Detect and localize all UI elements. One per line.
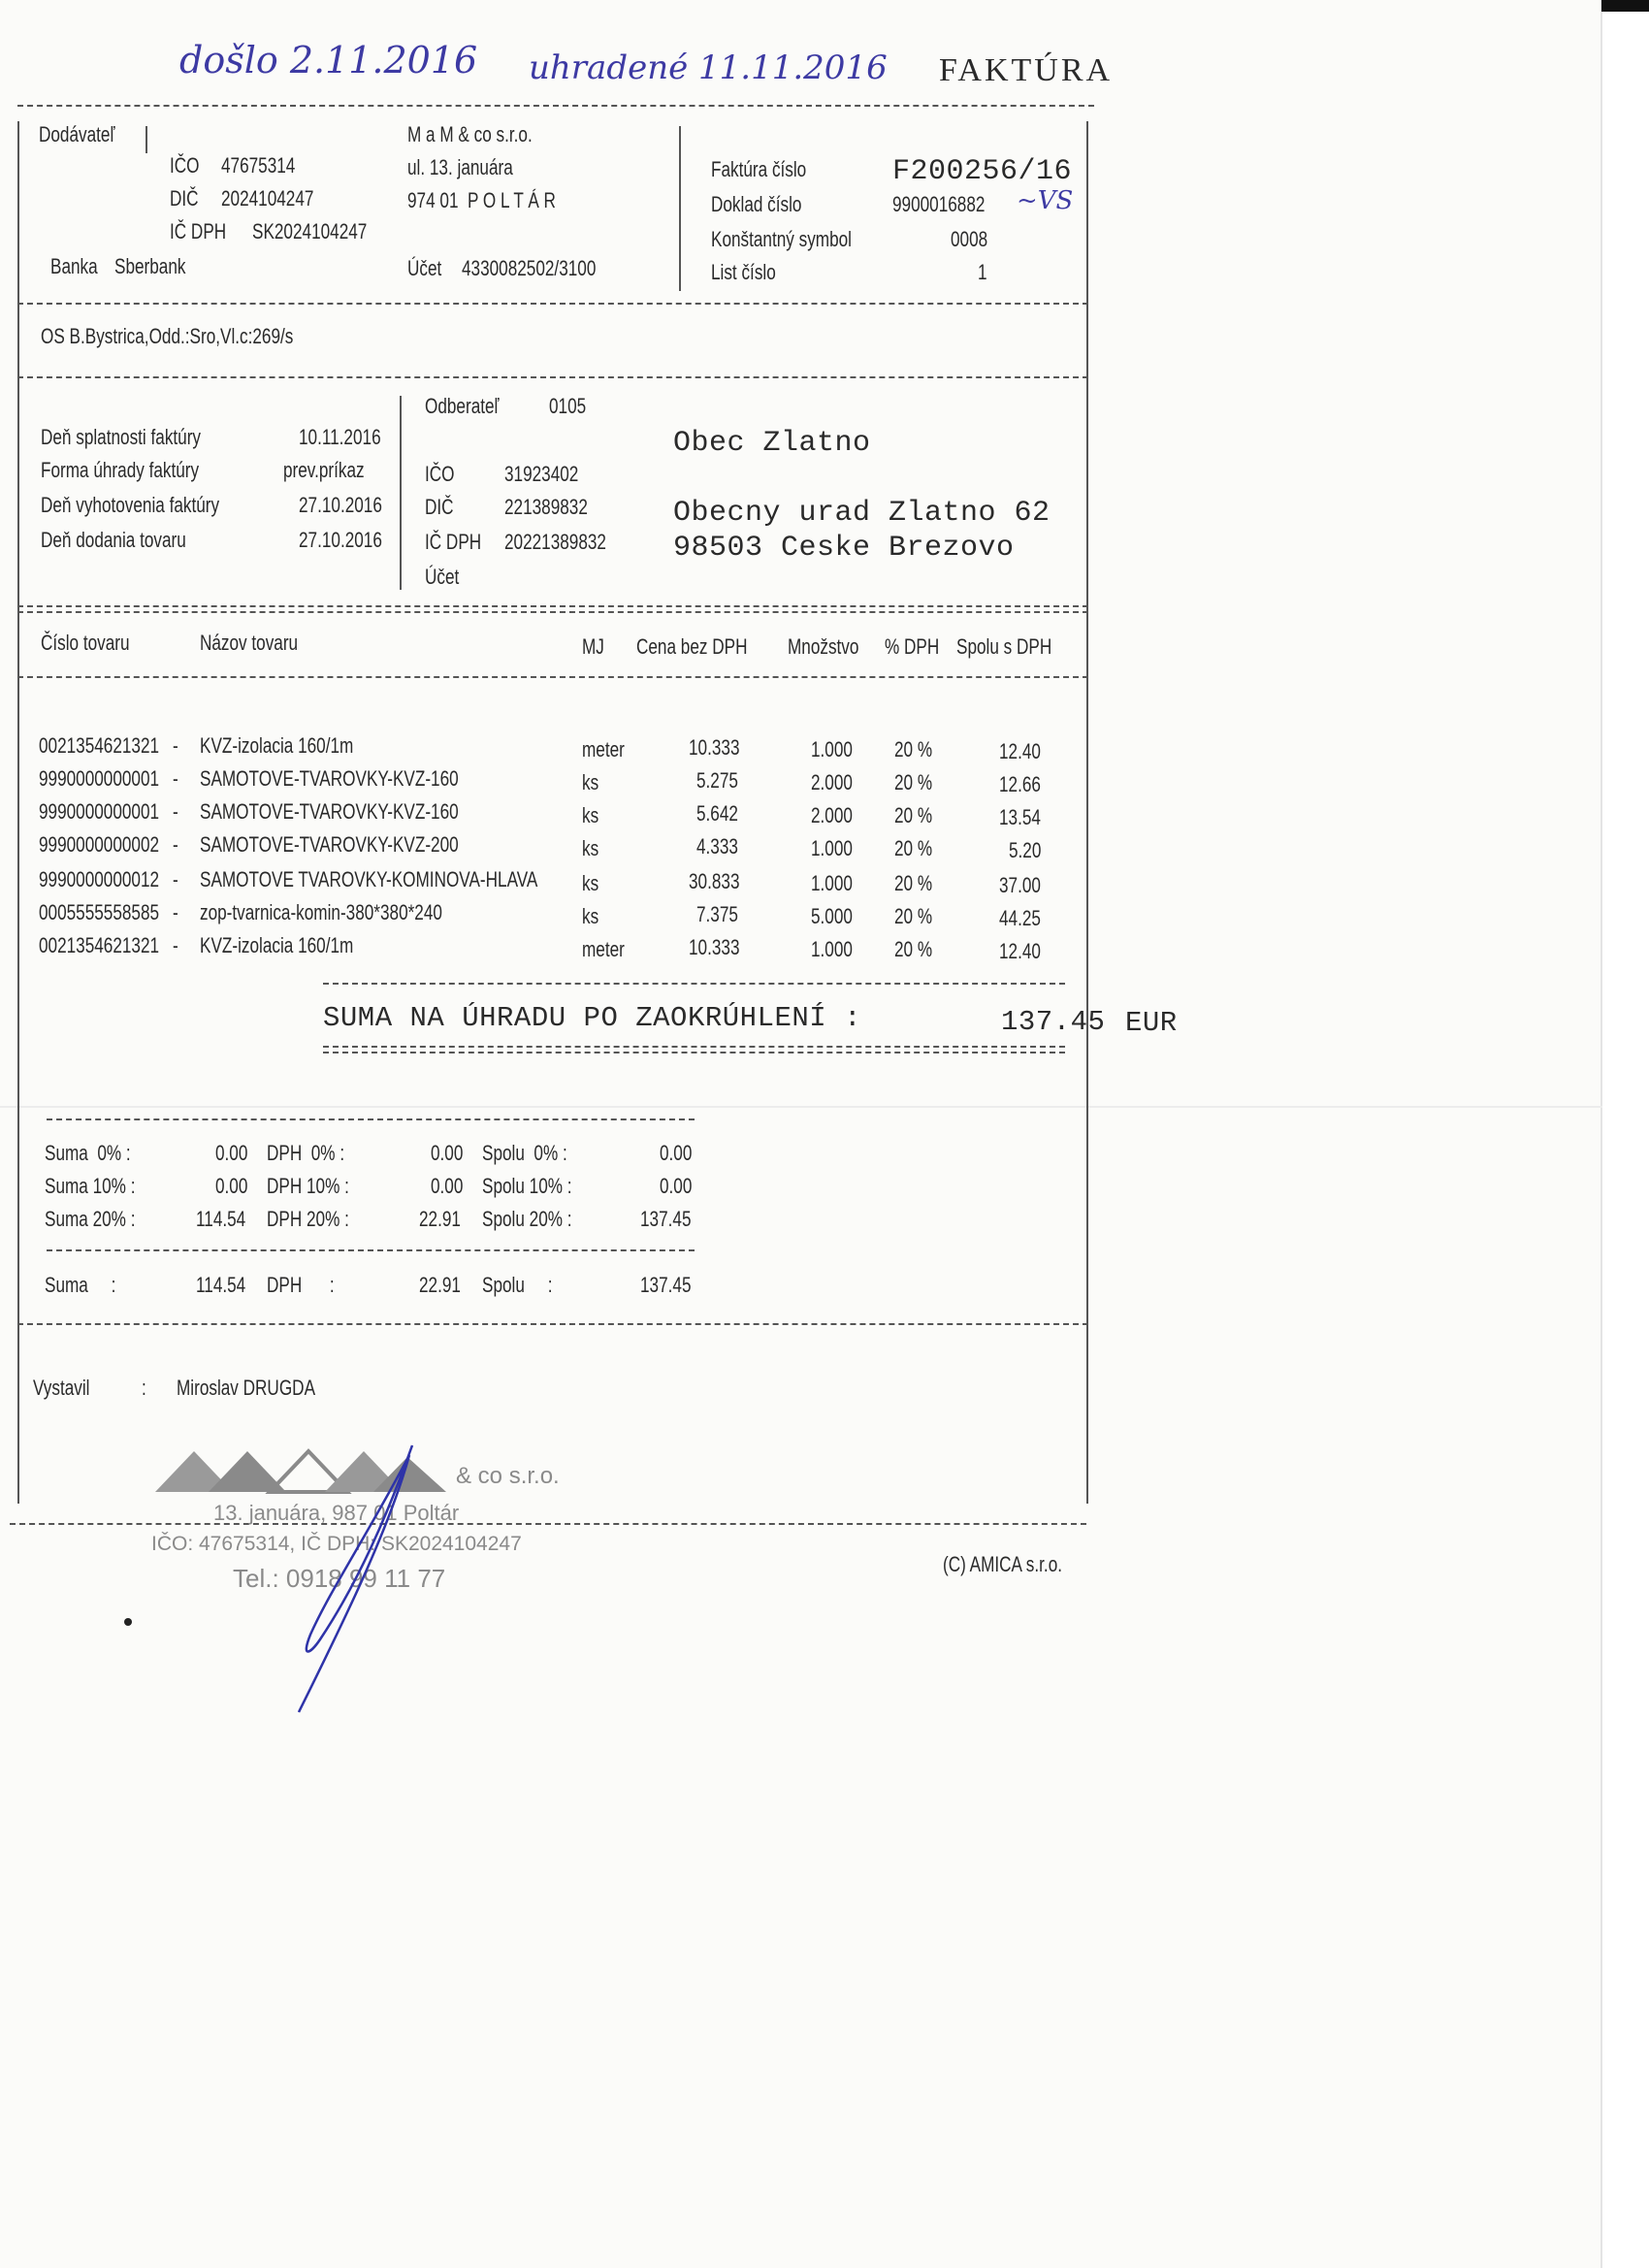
frame-right <box>1086 121 1088 1504</box>
invoice-number: F200256/16 <box>892 155 1073 188</box>
customer-name: Obec Zlatno <box>673 427 871 460</box>
rule-vat-bottom <box>17 1323 1088 1325</box>
col-code-header: Číslo tovaru <box>41 631 130 655</box>
invoice-sheet-label: List číslo <box>711 260 776 284</box>
vat-sum-0-label: Suma 0% : <box>45 1141 131 1165</box>
vat-dph-10: 0.00 <box>431 1174 464 1198</box>
rule-vat-sum <box>47 1249 695 1251</box>
total-currency: EUR <box>1125 1007 1178 1039</box>
col-unit-header: MJ <box>582 634 604 659</box>
item-vat: 20 % <box>894 836 933 860</box>
supplier-name: M a M & co s.r.o. <box>407 122 533 146</box>
scan-corner-mark <box>1601 0 1649 12</box>
customer-account-label: Účet <box>425 565 460 589</box>
supplier-label-divider <box>146 126 147 153</box>
vat-dph-0-label: DPH 0% : <box>267 1141 345 1165</box>
vat-total-10-label: Spolu 10% : <box>482 1174 572 1198</box>
item-qty: 1.000 <box>811 937 853 961</box>
supplier-account: 4330082502/3100 <box>462 256 597 280</box>
supplier-street: ul. 13. januára <box>407 155 513 179</box>
invoice-const: 0008 <box>951 227 988 251</box>
scan-edge <box>1602 0 1649 2268</box>
item-unit: meter <box>582 737 625 761</box>
item-price: 5.642 <box>696 801 738 826</box>
paper-fold <box>0 1106 1602 1108</box>
col-total-header: Spolu s DPH <box>956 634 1052 659</box>
item-price: 7.375 <box>696 902 738 926</box>
frame-bottom <box>10 1523 1086 1525</box>
frame-left <box>17 121 19 1504</box>
vat-sum-10: 0.00 <box>215 1174 248 1198</box>
item-qty: 1.000 <box>811 871 853 895</box>
signature <box>281 1436 436 1727</box>
item-qty: 2.000 <box>811 803 853 827</box>
customer-label: Odberateľ <box>425 394 500 418</box>
invoice-doc-label: Doklad číslo <box>711 192 802 216</box>
item-code: 0005555558585 <box>39 900 160 924</box>
supplier-dic: 2024104247 <box>221 186 314 211</box>
item-vat: 20 % <box>894 904 933 928</box>
item-qty: 5.000 <box>811 904 853 928</box>
item-total: 13.54 <box>999 805 1041 829</box>
supplier-city: 974 01 P O L T Á R <box>407 188 556 212</box>
stamp-address: 13. januára, 987 01 Poltár <box>213 1501 460 1525</box>
item-vat: 20 % <box>894 937 933 961</box>
date-delivery-label: Deň dodania tovaru <box>41 528 186 552</box>
total-value: 137.45 <box>1001 1006 1106 1038</box>
supplier-register: OS B.Bystrica,Odd.:Sro,Vl.c:269/s <box>41 324 294 348</box>
vat-grand-total: 137.45 <box>640 1273 692 1297</box>
issuer-sep: : <box>142 1376 146 1400</box>
item-vat: 20 % <box>894 803 933 827</box>
supplier-invoice-divider <box>679 126 681 291</box>
item-total: 12.66 <box>999 772 1041 796</box>
issuer-name: Miroslav DRUGDA <box>177 1376 316 1400</box>
rule-total-bottom <box>323 1046 1065 1053</box>
item-total: 37.00 <box>999 873 1041 897</box>
customer-ico-label: IČO <box>425 462 455 486</box>
item-vat: 20 % <box>894 770 933 794</box>
vat-grand-dph-label: DPH : <box>267 1273 335 1297</box>
stamp-phone: Tel.: 0918 99 11 77 <box>233 1564 446 1593</box>
customer-address-1: Obecny urad Zlatno 62 <box>673 497 1051 530</box>
rule-register <box>17 303 1088 305</box>
item-qty: 1.000 <box>811 836 853 860</box>
scan-edge-line <box>1600 0 1602 2268</box>
customer-ico: 31923402 <box>504 462 579 486</box>
supplier-dic-label: DIČ <box>170 186 199 211</box>
item-price: 10.333 <box>689 935 740 959</box>
vat-dph-0: 0.00 <box>431 1141 464 1165</box>
supplier-account-label: Účet <box>407 256 442 280</box>
date-delivery: 27.10.2016 <box>299 528 382 552</box>
item-name: SAMOTOVE TVAROVKY-KOMINOVA-HLAVA <box>200 867 538 891</box>
rule-items-top <box>17 605 1088 613</box>
supplier-icdph-label: IČ DPH <box>170 219 227 243</box>
total-label: SUMA NA ÚHRADU PO ZAOKRÚHLENÍ : <box>323 1002 861 1034</box>
col-vat-header: % DPH <box>885 634 940 659</box>
date-due: 10.11.2016 <box>299 425 381 449</box>
vat-dph-20: 22.91 <box>419 1207 461 1231</box>
supplier-label: Dodávateľ <box>39 122 115 146</box>
supplier-bank: Sberbank <box>114 254 186 278</box>
item-unit: ks <box>582 871 599 895</box>
item-name: zop-tvarnica-komin-380*380*240 <box>200 900 442 924</box>
stamp-company: & co s.r.o. <box>456 1463 560 1489</box>
col-qty-header: Množstvo <box>788 634 859 659</box>
issuer-label: Vystavil <box>33 1376 90 1400</box>
item-name: SAMOTOVE-TVAROVKY-KVZ-160 <box>200 766 459 791</box>
customer-icdph: 20221389832 <box>504 530 606 554</box>
vat-dph-10-label: DPH 10% : <box>267 1174 349 1198</box>
item-qty: 1.000 <box>811 737 853 761</box>
vat-sum-10-label: Suma 10% : <box>45 1174 136 1198</box>
item-price: 10.333 <box>689 735 740 760</box>
supplier-ico: 47675314 <box>221 153 296 178</box>
item-total: 5.20 <box>1009 838 1042 862</box>
invoice-sheet: 1 <box>978 260 987 284</box>
vat-grand-dph: 22.91 <box>419 1273 461 1297</box>
item-code: 0021354621321 <box>39 733 160 758</box>
rule-dates <box>17 376 1088 378</box>
item-unit: ks <box>582 770 599 794</box>
vat-sum-20: 114.54 <box>196 1207 246 1231</box>
footer-copyright: (C) AMICA s.r.o. <box>943 1552 1063 1576</box>
document-title: FAKTÚRA <box>939 52 1114 88</box>
item-total: 44.25 <box>999 906 1041 930</box>
vat-sum-20-label: Suma 20% : <box>45 1207 136 1231</box>
customer-dic-label: DIČ <box>425 495 454 519</box>
vat-total-10: 0.00 <box>660 1174 693 1198</box>
invoice-doc-note: ~VS <box>1017 186 1074 215</box>
rule-items-header <box>17 676 1088 678</box>
item-price: 30.833 <box>689 869 740 893</box>
item-code: 0021354621321 <box>39 933 160 957</box>
customer-code: 0105 <box>549 394 587 418</box>
vat-sum-0: 0.00 <box>215 1141 248 1165</box>
item-code: 9990000000001 <box>39 766 160 791</box>
item-name: KVZ-izolacia 160/1m <box>200 733 354 758</box>
item-unit: ks <box>582 836 599 860</box>
col-price-header: Cena bez DPH <box>636 634 748 659</box>
item-unit: ks <box>582 904 599 928</box>
item-vat: 20 % <box>894 737 933 761</box>
col-name-header: Názov tovaru <box>200 631 299 655</box>
vat-total-0: 0.00 <box>660 1141 693 1165</box>
item-unit: ks <box>582 803 599 827</box>
item-code: 9990000000001 <box>39 799 160 824</box>
supplier-icdph: SK2024104247 <box>252 219 368 243</box>
item-vat: 20 % <box>894 871 933 895</box>
date-issued: 27.10.2016 <box>299 493 382 517</box>
item-unit: meter <box>582 937 625 961</box>
invoice-doc: 9900016882 <box>892 192 986 216</box>
item-qty: 2.000 <box>811 770 853 794</box>
ink-dot <box>124 1618 132 1626</box>
item-code: 9990000000002 <box>39 832 160 857</box>
supplier-bank-label: Banka <box>50 254 98 278</box>
rule-vat-top <box>47 1118 695 1120</box>
vat-total-20-label: Spolu 20% : <box>482 1207 572 1231</box>
item-name: KVZ-izolacia 160/1m <box>200 933 354 957</box>
date-due-label: Deň splatnosti faktúry <box>41 425 202 449</box>
vat-dph-20-label: DPH 20% : <box>267 1207 349 1231</box>
customer-address-2: 98503 Ceske Brezovo <box>673 532 1015 565</box>
invoice-number-label: Faktúra číslo <box>711 157 807 181</box>
frame-top <box>17 105 1094 107</box>
stamp-ids: IČO: 47675314, IČ DPH: SK2024104247 <box>151 1533 522 1555</box>
date-issued-label: Deň vyhotovenia faktúry <box>41 493 220 517</box>
handwritten-registered: uhradené 11.11.2016 <box>529 49 888 87</box>
item-name: SAMOTOVE-TVAROVKY-KVZ-200 <box>200 832 459 857</box>
customer-dic: 221389832 <box>504 495 588 519</box>
vat-grand-sum-label: Suma : <box>45 1273 116 1297</box>
dates-customer-divider <box>400 396 402 590</box>
vat-grand-sum: 114.54 <box>196 1273 246 1297</box>
supplier-ico-label: IČO <box>170 153 200 178</box>
item-total: 12.40 <box>999 739 1041 763</box>
item-name: SAMOTOVE-TVAROVKY-KVZ-160 <box>200 799 459 824</box>
rule-total-top <box>323 983 1065 985</box>
vat-total-0-label: Spolu 0% : <box>482 1141 567 1165</box>
invoice-const-label: Konštantný symbol <box>711 227 852 251</box>
item-code: 9990000000012 <box>39 867 160 891</box>
item-price: 5.275 <box>696 768 738 793</box>
vat-total-20: 137.45 <box>640 1207 692 1231</box>
vat-grand-total-label: Spolu : <box>482 1273 553 1297</box>
handwritten-received: došlo 2.11.2016 <box>179 39 478 81</box>
item-total: 12.40 <box>999 939 1041 963</box>
payment-form: prev.príkaz <box>283 458 365 482</box>
customer-icdph-label: IČ DPH <box>425 530 482 554</box>
payment-form-label: Forma úhrady faktúry <box>41 458 200 482</box>
item-price: 4.333 <box>696 834 738 859</box>
